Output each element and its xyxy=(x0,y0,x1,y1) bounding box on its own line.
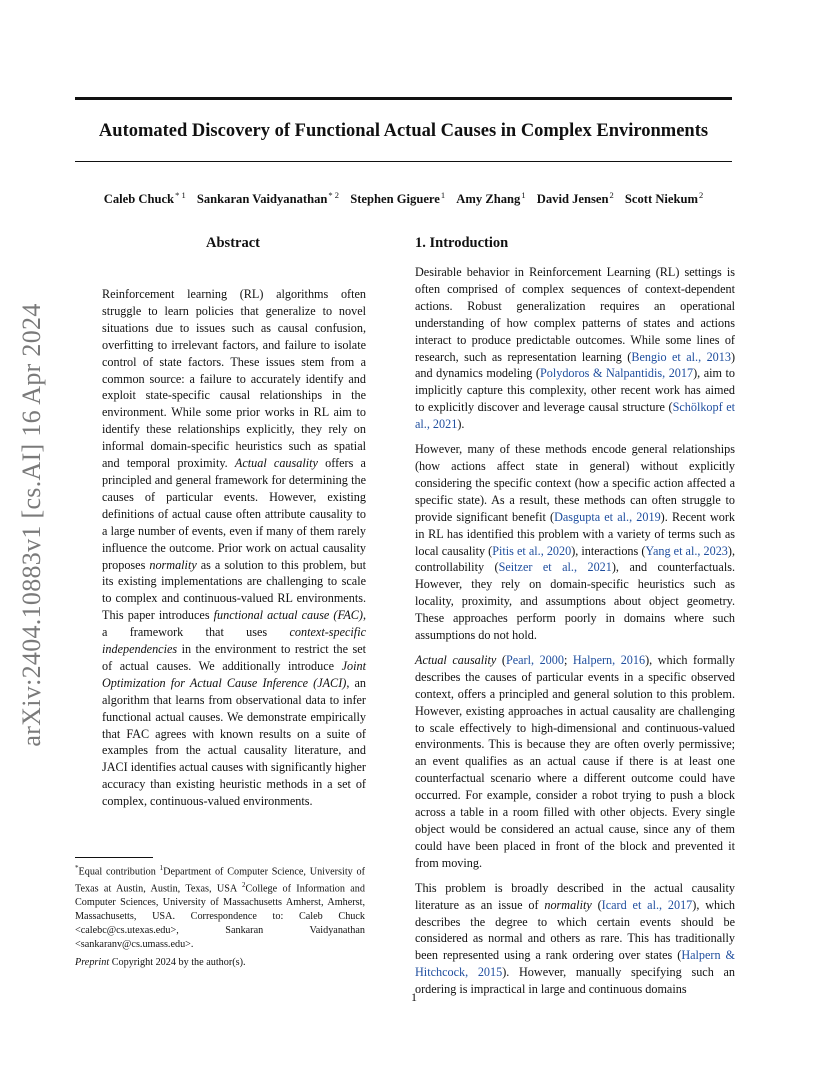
abstract-text: offers a principled and general framework for determining the causes of particular events. However, existing definitions of actual cause often attribute causality to a large number of events, even if many of them rarely influence the outcome. Prior work on actual causality proposes xyxy=(102,456,366,572)
footnote-text: Equal contribution xyxy=(78,866,160,878)
intro-paragraph xyxy=(415,441,735,644)
citation-link[interactable]: Icard et al., 2017 xyxy=(601,897,693,912)
author-name: Sankaran Vaidyanathan xyxy=(196,192,328,207)
citation-link[interactable]: Halpern, 2016 xyxy=(572,652,646,667)
author xyxy=(104,192,186,206)
intro-text: ). However, manually specifying such an ordering is impractical in large and continuous domains xyxy=(415,965,735,997)
arxiv-stamp-text: arXiv:2404.10883v1 [cs.AI] 16 Apr 2024 xyxy=(17,303,46,747)
introduction-heading: 1. Introduction xyxy=(415,235,509,251)
abstract-emphasis: Joint Optimization for Actual Cause Inference (JACI) xyxy=(102,658,366,690)
intro-paragraph xyxy=(415,652,735,872)
intro-emphasis: Actual causality xyxy=(415,652,497,667)
footnote-mark: 1 xyxy=(159,864,164,872)
abstract-emphasis: context-specific independencies xyxy=(102,625,366,657)
author-name: Caleb Chuck xyxy=(103,192,175,207)
citation-link[interactable]: Pearl, 2000 xyxy=(505,652,564,667)
author-affiliation: * 1 xyxy=(175,190,186,200)
author-affiliation: 1 xyxy=(440,190,446,200)
author xyxy=(625,192,703,206)
abstract-emphasis: Actual causality xyxy=(234,456,318,471)
author-name: David Jensen xyxy=(536,192,609,207)
intro-text: ), which describes the degree to which certain events should be considered as normal and others as rare. This has traditionally been represented using a rank ordering over states ( xyxy=(415,897,736,963)
intro-text: ( xyxy=(591,897,602,912)
author-affiliation: 2 xyxy=(699,190,704,200)
abstract-text: in the environment to restrict the set of actual causes. We additionally introduce xyxy=(102,642,366,673)
citation-link[interactable]: Halpern & Hitchcock, 2015 xyxy=(415,948,735,980)
abstract-body xyxy=(102,286,366,810)
author-name: Scott Niekum xyxy=(624,192,698,207)
footnote-mark: 2 xyxy=(241,881,246,890)
intro-text: ( xyxy=(496,652,506,667)
intro-text: ), and counterfactuals. However, they rely on domain-specific heuristics such as locality, proximity, and assumptions about object geometry. These approaches perform poorly in domains where such assumptions do not hold. xyxy=(415,560,735,643)
preprint-text: Copyright 2024 by the author(s). xyxy=(109,957,246,968)
abstract-heading: Abstract xyxy=(206,235,260,251)
citation-link[interactable]: Yang et al., 2023 xyxy=(645,543,728,558)
author-affiliation: 1 xyxy=(521,190,526,200)
author xyxy=(456,192,525,206)
citation-link[interactable]: Schölkopf et al., 2021 xyxy=(415,400,735,432)
intro-text: ; xyxy=(563,652,573,667)
citation-link[interactable]: Seitzer et al., 2021 xyxy=(498,560,612,575)
abstract-emphasis: functional actual cause (FAC) xyxy=(213,608,363,623)
abstract-text: , an algorithm that learns from observational data to infer functional actual causes. We demonstrate empirically that FAC agrees with known results on a suite of examples from the actual causality literature, and JACI identifies actual causes with significantly higher accuracy than existing heuristic methods in a set of complex, continuous-valued environments. xyxy=(102,675,366,809)
author-list xyxy=(70,190,737,207)
footnote-text: Department of Computer Science, University of Texas at Austin, Austin, Texas, USA xyxy=(75,866,365,895)
abstract-text: , a framework that uses xyxy=(102,608,366,640)
intro-text: ), aim to implicitly capture this complexity, other recent work has aimed to explicitly discover and leverage causal structure ( xyxy=(415,366,736,415)
intro-text: ), interactions ( xyxy=(571,543,646,558)
page-number: 1 xyxy=(411,990,417,1004)
author-name: Stephen Giguere xyxy=(350,192,440,207)
citation-link[interactable]: Bengio et al., 2013 xyxy=(631,349,731,364)
intro-paragraph xyxy=(415,264,735,433)
author-name: Amy Zhang xyxy=(456,192,521,207)
citation-link[interactable]: Dasgupta et al., 2019 xyxy=(554,509,661,524)
intro-paragraph xyxy=(415,880,735,998)
paper-title: Automated Discovery of Functional Actual Causes in Complex Environments xyxy=(98,121,709,141)
footnote-rule xyxy=(75,857,153,858)
intro-text: However, many of these methods encode general relationships (how actions affect state in general) without explicitly considering the specific context (how a specific action affected a specific state). As a result, these methods can often struggle to provide significant benefit ( xyxy=(415,442,735,524)
intro-text: Desirable behavior in Reinforcement Learning (RL) settings is often comprised of complex sequences of context-dependent actions. Robust generalization requires an operational understanding of how complex patterns of states and actions interact to produce predictable outcomes. While some lines of research, such as representation learning ( xyxy=(415,265,735,364)
intro-text: ). xyxy=(457,417,465,432)
title-rule-bottom xyxy=(75,161,732,162)
title-rule-top xyxy=(75,97,732,100)
intro-text: This problem is broadly described in the actual causality literature as an issue of xyxy=(415,880,735,912)
footnote xyxy=(75,862,365,952)
introduction-body xyxy=(415,264,735,1006)
intro-emphasis: normality xyxy=(544,897,592,912)
footnote-text: College of Information and Computer Sciences, University of Massachusetts Amherst, Amherst, Massachusetts, USA. Correspondence to: Caleb Chuck <calebc@cs.utexas.edu>, Sankaran Vaidyanathan <sankaranv@cs.umass.edu>. xyxy=(75,883,365,950)
arxiv-stamp xyxy=(0,290,64,760)
intro-text: ), controllability ( xyxy=(415,543,735,575)
author xyxy=(197,192,339,206)
author xyxy=(537,192,614,206)
intro-text: ) and dynamics modeling ( xyxy=(415,349,736,381)
citation-link[interactable]: Polydoros & Nalpantidis, 2017 xyxy=(539,366,694,381)
author-affiliation: * 2 xyxy=(328,190,340,200)
citation-link[interactable]: Pitis et al., 2020 xyxy=(492,543,572,558)
abstract-text: Reinforcement learning (RL) algorithms often struggle to learn policies that generalize to novel situations due to issues such as causal confusion, overfitting to irrelevant factors, and failure to isolate control of state factors. These issues stem from a common source: a failure to accurately identify and exploit state-specific causal relationships in the environment. While some prior works in RL aim to identify these relationships explicitly, they rely on informal domain-specific heuristics such as spatial and temporal proximity. xyxy=(102,287,366,471)
intro-text: ), which formally describes the causes of particular events in a specific observed context, offers a principled and general solution to this problem. However, existing approaches in actual causality are challenging to scale effectively to high-dimensional and continuous-valued environments. This is because they are often overly permissive; an event qualifies as an actual cause if there is at least one counterfactual scenario where a different outcome could have occurred. For example, consider a robot trying to push a block across a table in a room filled with other objects. Every single object would be considered an actual cause, since any of them could have been placed in front of the block and prevented it from moving. xyxy=(415,652,736,870)
footnote-mark: * xyxy=(75,864,79,872)
intro-text: ). Recent work in RL has identified this problem with a variety of terms such as local causality ( xyxy=(415,509,735,558)
preprint-notice xyxy=(75,957,246,968)
author-affiliation: 2 xyxy=(609,190,614,200)
author xyxy=(350,192,445,206)
preprint-label: Preprint xyxy=(75,957,110,968)
abstract-emphasis: normality xyxy=(149,557,197,572)
abstract-text: as a solution to this problem, but its existing implementations are challenging to scale to complex and continuous-valued RL environments. This paper introduces xyxy=(102,557,366,623)
